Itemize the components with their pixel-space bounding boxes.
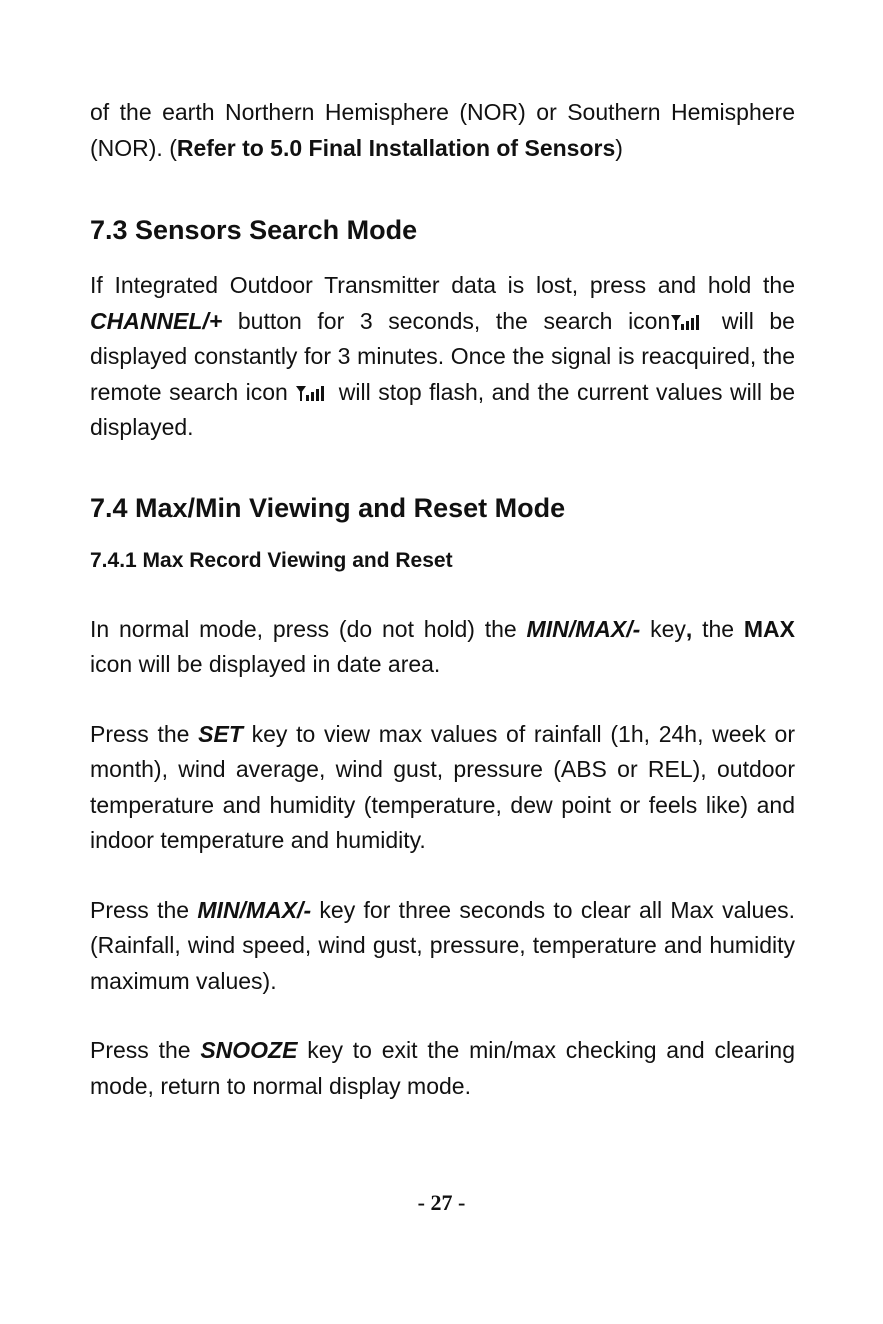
sensor-search-paragraph: If Integrated Outdoor Transmitter data is lost, press and hold the CHANNEL/+ button for 3 seconds, the search icon will be displayed constantly for 3 minutes. Once the signal is reacquired, the remote search icon will stop flash, and the current values will be displayed. (90, 272, 795, 440)
minmax-key-label: MIN/MAX/- (526, 615, 641, 642)
channel-key-label: CHANNEL/+ (90, 307, 223, 334)
clear-max-paragraph: Press the MIN/MAX/- key for three seconds to clear all Max values.(Rainfall, wind speed, wind gust, pressure, temperature and humidity maximum values). (90, 896, 795, 994)
document-page (90, 95, 795, 1104)
set-key-label: SET (198, 720, 243, 747)
snooze-paragraph: Press the SNOOZE key to exit the min/max checking and clearing mode, return to normal display mode. (90, 1037, 795, 1099)
minmax-key-label: MIN/MAX/- (197, 896, 312, 923)
intro-reference: Refer to 5.0 Final Installation of Sensors (176, 134, 616, 161)
max-label: MAX (743, 615, 795, 642)
snooze-key-label: SNOOZE (200, 1037, 298, 1063)
page-number: - 27 - (417, 1190, 466, 1215)
signal-search-icon (670, 313, 706, 331)
set-key-paragraph: Press the SET key to view max values of rainfall (1h, 24h, week or month), wind average, wind gust, pressure (ABS or REL), outdoor temperature and humidity (temperature, dew point or feels like) and indoor temperature and humidity. (90, 720, 796, 853)
subsection-heading-7-4-1: 7.4.1 Max Record Viewing and Reset (90, 548, 453, 572)
section-heading-7-3: 7.3 Sensors Search Mode (90, 215, 418, 245)
remote-search-icon (295, 384, 331, 402)
max-icon-paragraph: In normal mode, press (do not hold) the MIN/MAX/- key, the MAX icon will be displayed in date area. (90, 615, 795, 677)
intro-paragraph: of the earth Northern Hemisphere (NOR) or Southern Hemisphere (NOR). (Refer to 5.0 Final Installation of Sensors) (90, 99, 795, 161)
section-heading-7-4: 7.4 Max/Min Viewing and Reset Mode (90, 492, 566, 523)
